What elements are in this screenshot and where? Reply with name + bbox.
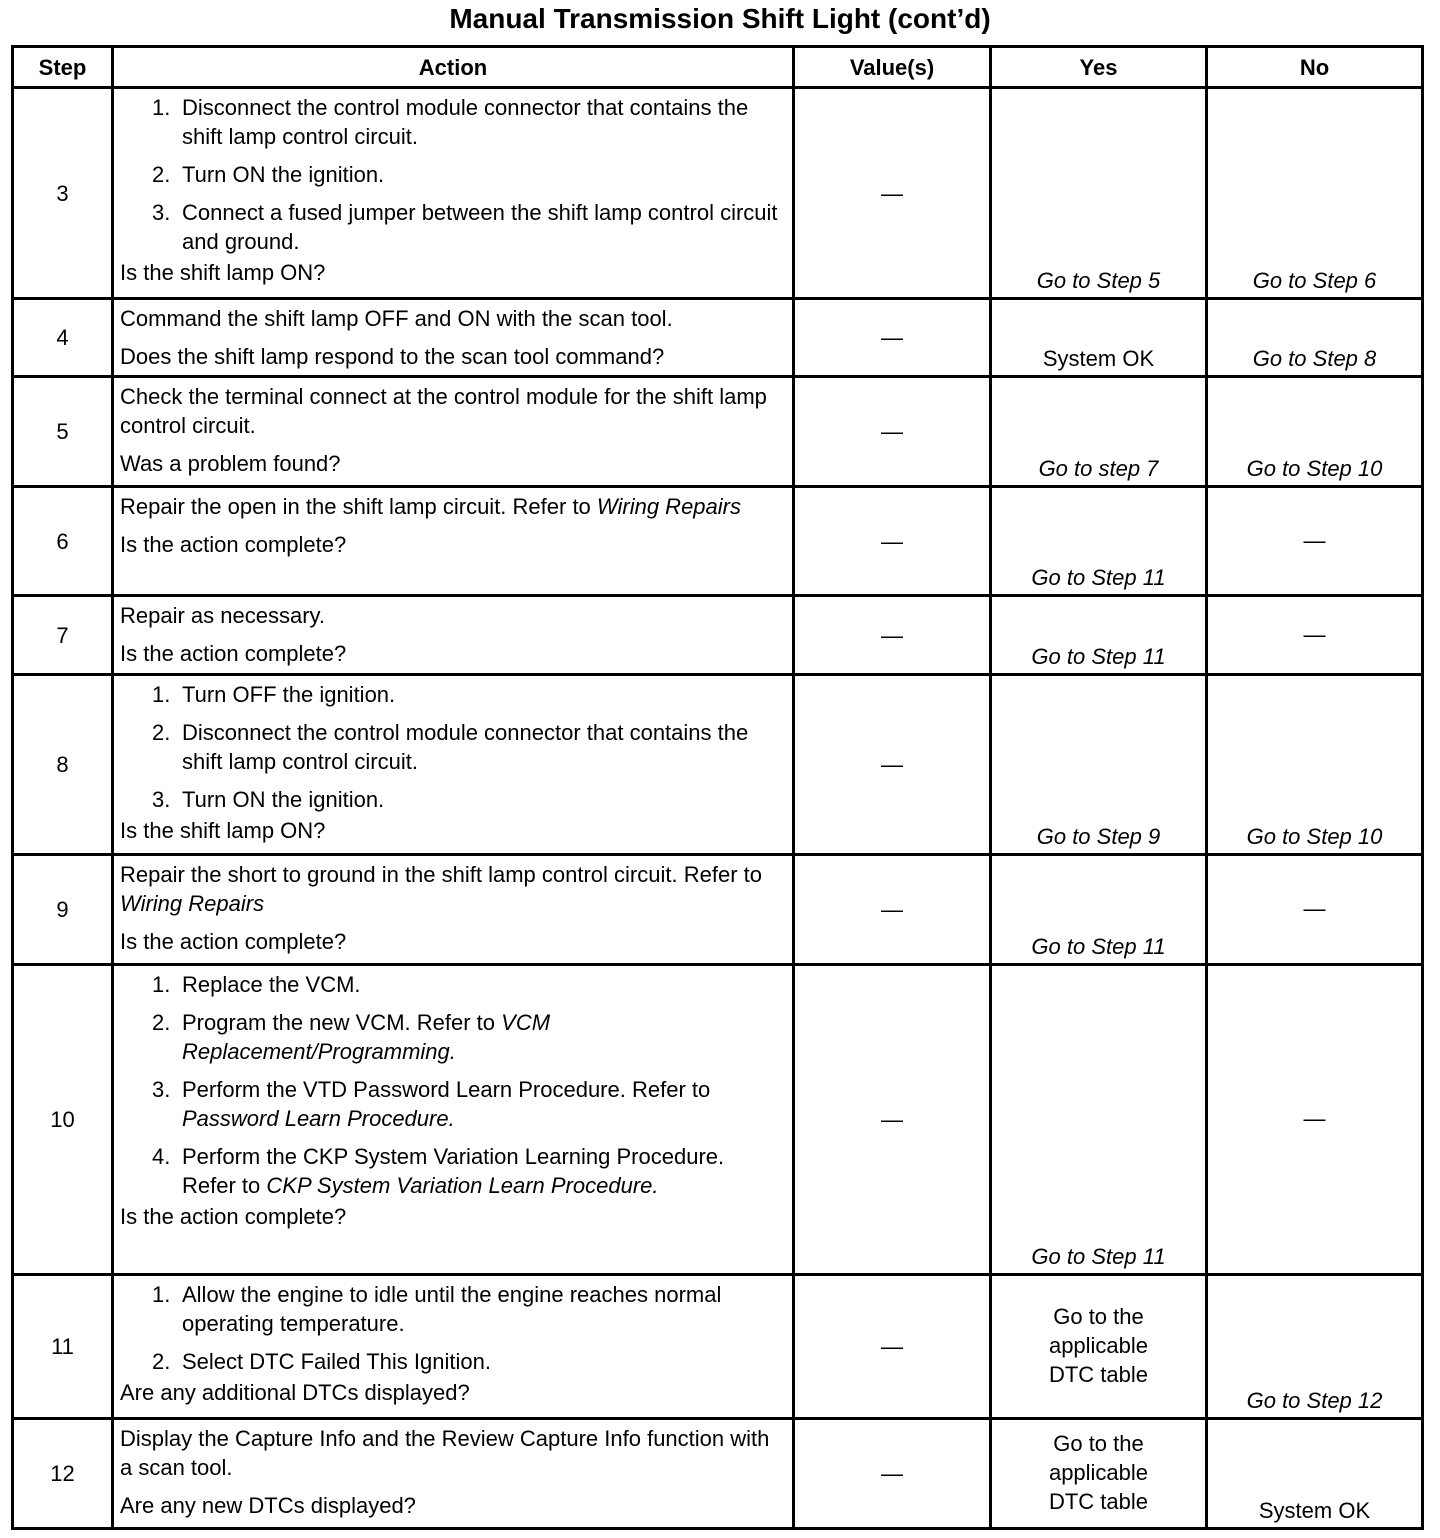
header-row — [13, 47, 1423, 88]
step-number: 3 — [13, 88, 113, 299]
value-cell: — — [794, 299, 991, 377]
question: Is the action complete? — [120, 532, 347, 557]
header-values: Value(s) — [794, 47, 991, 88]
item-text: Connect a fused jumper between the shift lamp control circuit and ground. — [182, 200, 778, 254]
question: Is the action complete? — [120, 641, 347, 666]
reference-link[interactable]: Password Learn Procedure. — [182, 1106, 455, 1131]
table-row — [13, 855, 1423, 965]
action-cell — [113, 377, 794, 487]
item-number: 4. — [152, 1144, 171, 1169]
step-number: 12 — [13, 1419, 113, 1529]
item-number: 3. — [152, 787, 171, 812]
no-cell: System OK — [1207, 1419, 1423, 1529]
value-cell: — — [794, 377, 991, 487]
item-number: 2. — [152, 162, 171, 187]
table-row — [13, 1275, 1423, 1419]
action-cell — [113, 965, 794, 1275]
no-cell: — — [1207, 855, 1423, 965]
item-text: Program the new VCM. Refer to — [182, 1010, 496, 1035]
action-cell — [113, 1275, 794, 1419]
value-cell: — — [794, 1419, 991, 1529]
step-number: 4 — [13, 299, 113, 377]
list-item — [152, 680, 784, 709]
item-text: Select DTC Failed This Ignition. — [182, 1349, 491, 1374]
step-number: 6 — [13, 487, 113, 596]
value-cell: — — [794, 487, 991, 596]
item-text: Turn OFF the ignition. — [182, 682, 396, 707]
yes-cell: Go to Step 11 — [991, 596, 1207, 675]
action-text — [120, 492, 784, 521]
item-text: Turn ON the ignition. — [182, 787, 385, 812]
no-cell: Go to Step 8 — [1207, 299, 1423, 377]
item-text: Replace the VCM. — [182, 972, 361, 997]
item-text: Perform the VTD Password Learn Procedure. Refer to — [182, 1077, 711, 1102]
step-number: 7 — [13, 596, 113, 675]
table-row — [13, 487, 1423, 596]
list-item — [152, 1008, 784, 1066]
no-cell: — — [1207, 487, 1423, 596]
list-item — [152, 1075, 784, 1133]
header-no: No — [1207, 47, 1423, 88]
value-cell: — — [794, 88, 991, 299]
diagnostic-table — [11, 45, 1424, 1530]
table-row — [13, 88, 1423, 299]
yes-text: Go to the applicable DTC table — [1048, 1431, 1149, 1514]
item-number: 2. — [152, 1010, 171, 1035]
item-number: 2. — [152, 720, 171, 745]
reference-link[interactable]: CKP System Variation Learn Procedure. — [266, 1173, 659, 1198]
table-row — [13, 675, 1423, 855]
action-cell — [113, 487, 794, 596]
action-list — [120, 680, 784, 814]
item-number: 1. — [152, 1282, 171, 1307]
question: Are any additional DTCs displayed? — [120, 1380, 470, 1405]
action-text: Repair as necessary. — [120, 603, 326, 628]
list-item — [152, 970, 784, 999]
list-item — [152, 1280, 784, 1338]
question: Was a problem found? — [120, 451, 341, 476]
action-list — [120, 1280, 784, 1376]
value-cell: — — [794, 1275, 991, 1419]
list-item — [152, 198, 784, 256]
step-number: 10 — [13, 965, 113, 1275]
item-text: Disconnect the control module connector that contains the shift lamp control circuit. — [182, 95, 749, 149]
action-cell — [113, 675, 794, 855]
item-number: 3. — [152, 1077, 171, 1102]
reference-link[interactable]: Wiring Repairs — [120, 891, 265, 916]
table-row — [13, 1419, 1423, 1529]
item-text: Allow the engine to idle until the engine reaches normal operating temperature. — [182, 1282, 722, 1336]
value-cell: — — [794, 855, 991, 965]
action-text-body: Repair the short to ground in the shift lamp control circuit. Refer to — [120, 862, 762, 887]
value-cell: — — [794, 965, 991, 1275]
table-row — [13, 596, 1423, 675]
list-item — [152, 93, 784, 151]
step-number: 5 — [13, 377, 113, 487]
item-number: 3. — [152, 200, 171, 225]
item-number: 2. — [152, 1349, 171, 1374]
action-cell — [113, 596, 794, 675]
action-text: Check the terminal connect at the control module for the shift lamp control circuit. — [120, 384, 767, 438]
item-number: 1. — [152, 972, 171, 997]
item-text: Turn ON the ignition. — [182, 162, 385, 187]
question: Are any new DTCs displayed? — [120, 1493, 416, 1518]
list-item — [152, 718, 784, 776]
yes-cell: Go to Step 5 — [991, 88, 1207, 299]
yes-cell: System OK — [991, 299, 1207, 377]
no-cell: Go to Step 6 — [1207, 88, 1423, 299]
no-cell: Go to Step 10 — [1207, 675, 1423, 855]
no-cell: Go to Step 12 — [1207, 1275, 1423, 1419]
item-number: 1. — [152, 95, 171, 120]
no-cell: — — [1207, 596, 1423, 675]
action-cell — [113, 299, 794, 377]
action-list — [120, 93, 784, 256]
value-cell: — — [794, 596, 991, 675]
question: Is the action complete? — [120, 1204, 347, 1229]
step-number: 8 — [13, 675, 113, 855]
list-item — [152, 160, 784, 189]
reference-link[interactable]: VCM Replacement/Programming. — [182, 1010, 551, 1064]
action-cell — [113, 1419, 794, 1529]
list-item — [152, 1347, 784, 1376]
value-cell: — — [794, 675, 991, 855]
list-item — [152, 785, 784, 814]
table-row — [13, 299, 1423, 377]
item-text: Perform the CKP System Variation Learning Procedure. Refer to — [182, 1144, 725, 1198]
table-row — [13, 377, 1423, 487]
header-step: Step — [13, 47, 113, 88]
header-action: Action — [113, 47, 794, 88]
yes-cell: Go to Step 11 — [991, 487, 1207, 596]
question: Does the shift lamp respond to the scan tool command? — [120, 344, 665, 369]
action-text: Command the shift lamp OFF and ON with the scan tool. — [120, 306, 673, 331]
item-number: 1. — [152, 682, 171, 707]
action-cell — [113, 88, 794, 299]
yes-cell: Go to Step 11 — [991, 965, 1207, 1275]
table-row — [13, 965, 1423, 1275]
question: Is the shift lamp ON? — [120, 818, 326, 843]
step-number: 11 — [13, 1275, 113, 1419]
yes-cell: Go to Step 9 — [991, 675, 1207, 855]
yes-text: Go to the applicable DTC table — [1048, 1304, 1149, 1387]
action-text — [120, 860, 784, 918]
yes-cell — [991, 1419, 1207, 1529]
no-cell: Go to Step 10 — [1207, 377, 1423, 487]
action-cell — [113, 855, 794, 965]
yes-cell: Go to Step 11 — [991, 855, 1207, 965]
question: Is the shift lamp ON? — [120, 260, 326, 285]
list-item — [152, 1142, 784, 1200]
yes-cell — [991, 1275, 1207, 1419]
no-cell: — — [1207, 965, 1423, 1275]
item-text: Disconnect the control module connector that contains the shift lamp control circuit. — [182, 720, 749, 774]
question: Is the action complete? — [120, 929, 347, 954]
yes-cell: Go to step 7 — [991, 377, 1207, 487]
action-list — [120, 970, 784, 1200]
action-text: Display the Capture Info and the Review Capture Info function with a scan tool. — [120, 1426, 770, 1480]
step-number: 9 — [13, 855, 113, 965]
page-title: Manual Transmission Shift Light (cont’d) — [449, 3, 991, 34]
reference-link[interactable]: Wiring Repairs — [596, 494, 741, 519]
header-yes: Yes — [991, 47, 1207, 88]
action-text-body: Repair the open in the shift lamp circuit. Refer to — [120, 494, 591, 519]
